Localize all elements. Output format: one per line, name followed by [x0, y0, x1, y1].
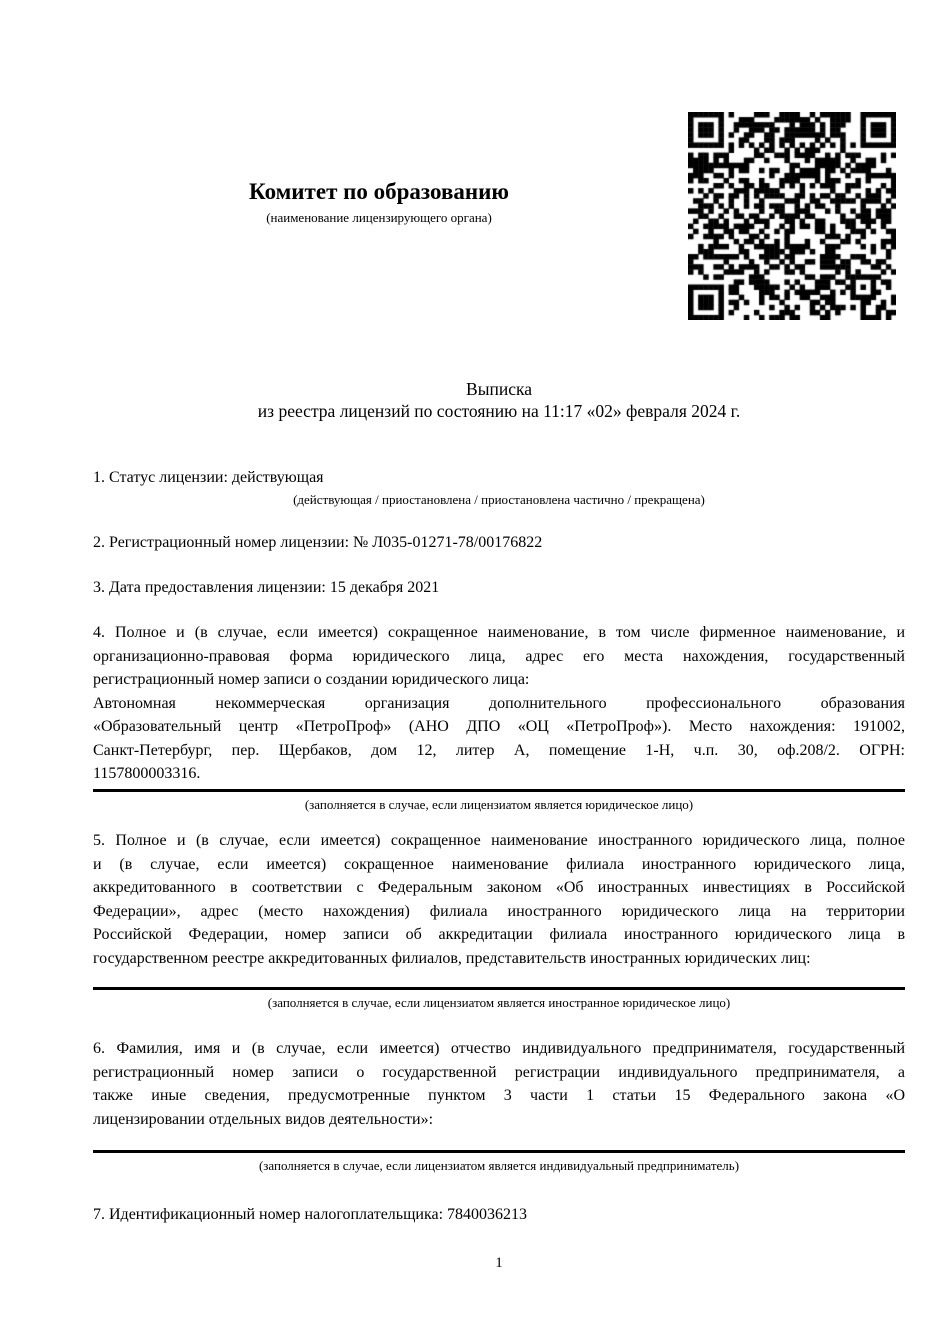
item-5-rule-caption: (заполняется в случае, если лицензиатом является иностранное юридическое лицо): [267, 995, 731, 1010]
item-1-license-status: [93, 466, 905, 508]
item-5-heading-line: 5. Полное и (в случае, если имеется) сокращенное наименование иностранного юридического лица, полное: [93, 832, 905, 849]
item-5-heading-line: Федерации», адрес (место нахождения) филиала иностранного юридического лица на территории: [93, 902, 905, 920]
item-4-heading-line: регистрационный номер записи о создании юридического лица:: [93, 671, 530, 688]
item-1-caption: (действующая / приостановлена / приостановлена частично / прекращена): [293, 491, 705, 507]
item-6-heading-line: регистрационный номер записи о государственной регистрации индивидуального предпринимателя, а: [93, 1063, 905, 1081]
item-6-fill-rule: [93, 1150, 905, 1153]
item-3-license-date: [93, 576, 905, 600]
document-title-line2: из реестра лицензий по состоянию на 11:17 «02» февраля 2024 г.: [257, 400, 741, 421]
item-6-heading-line: 6. Фамилия, имя и (в случае, если имеется) отчество индивидуального предпринимателя, государственный: [93, 1040, 905, 1057]
item-5-foreign-entity: [93, 829, 905, 1011]
item-4-heading-line: 4. Полное и (в случае, если имеется) сокращенное наименование, в том числе фирменное наименование, и: [93, 624, 905, 641]
item-1-text: 1. Статус лицензии: действующая: [93, 469, 324, 486]
item-6-heading-line: также иные сведения, предусмотренные пунктом 3 части 1 статьи 15 Федерального закона «О: [93, 1087, 905, 1104]
item-3-text: 3. Дата предоставления лицензии: 15 декабря 2021: [93, 579, 440, 596]
page-number: 1: [495, 1255, 503, 1271]
authority-name-caption: (наименование лицензирующего органа): [266, 210, 492, 225]
item-7-taxpayer-number: [93, 1203, 905, 1227]
item-4-value-line: Автономная некоммерческая организация дополнительного профессионального образования: [93, 694, 905, 712]
item-4-value-line: Санкт-Петербург, пер. Щербаков, дом 12, литер А, помещение 1-Н, ч.п. 30, оф.208/2. ОГРН:: [93, 741, 905, 759]
item-4-fill-rule: [93, 789, 905, 792]
item-4-value-line: 1157800003316.: [93, 765, 201, 782]
authority-name: Комитет по образованию: [249, 179, 509, 204]
item-6-rule-caption: (заполняется в случае, если лицензиатом является индивидуальный предприниматель): [258, 1158, 740, 1173]
item-6-heading-line: лицензировании отдельных видов деятельности»:: [93, 1110, 434, 1128]
item-5-heading-line: Российской Федерации, номер записи об аккредитации филиала иностранного юридического лица в: [93, 926, 905, 943]
item-4-rule-caption: (заполняется в случае, если лицензиатом является юридическое лицо): [304, 796, 694, 812]
licensing-authority-header: [93, 179, 665, 226]
item-5-fill-rule: [93, 987, 905, 990]
item-5-heading-line: аккредитованного в соответствии с Федеральным законом «Об иностранных инвестициях в Российской: [93, 879, 905, 896]
item-5-heading-line: государственном реестре аккредитованных филиалов, представительств иностранных юридических лиц:: [93, 949, 811, 967]
item-5-heading-line: и (в случае, если имеется) сокращенное наименование филиала иностранного юридического лица,: [93, 855, 905, 873]
item-4-value-line: «Образовательный центр «ПетроПроф» (АНО ДПО «ОЦ «ПетроПроф»). Место нахождения: 191002,: [93, 718, 905, 735]
item-4-legal-entity: [93, 621, 905, 813]
item-6-individual-entrepreneur: [93, 1037, 905, 1174]
item-2-registration-number: [93, 531, 905, 555]
document-title-line1: Выписка: [466, 379, 532, 399]
item-2-text: 2. Регистрационный номер лицензии: № Л035-01271-78/00176822: [93, 534, 543, 551]
item-4-heading-line: организационно-правовая форма юридического лица, адрес его места нахождения, государственный: [93, 647, 905, 665]
document-title: [93, 379, 905, 422]
qr-code: [688, 112, 896, 320]
item-7-text: 7. Идентификационный номер налогоплательщика: 7840036213: [93, 1206, 528, 1223]
